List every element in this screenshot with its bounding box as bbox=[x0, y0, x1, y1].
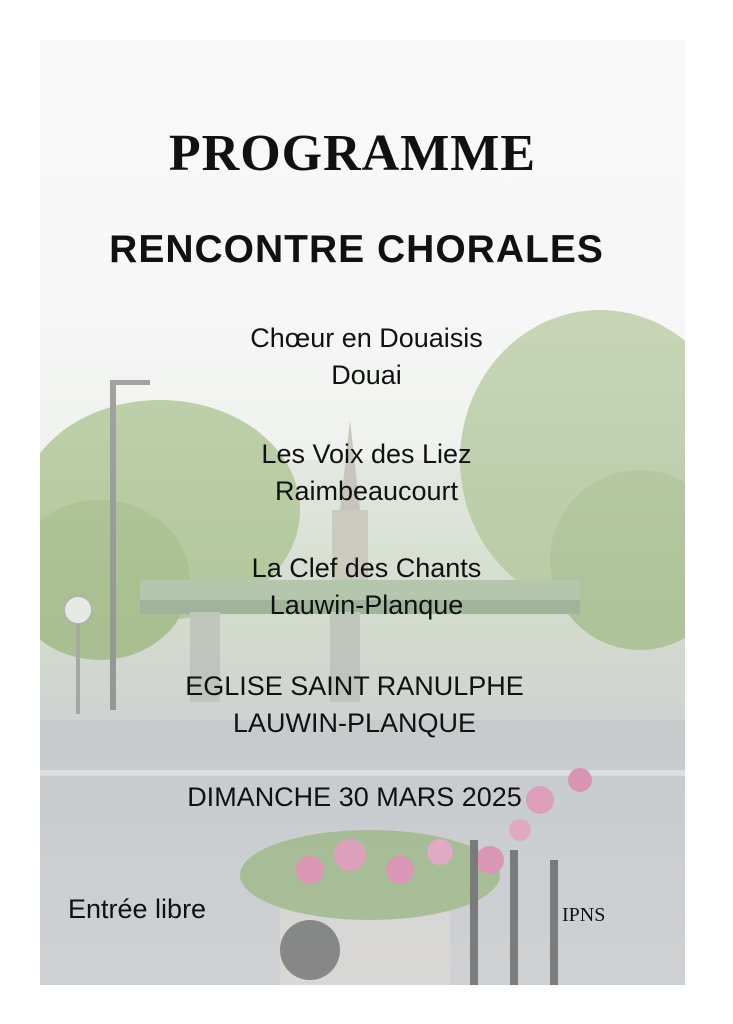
entry-free-note: Entrée libre bbox=[68, 894, 207, 924]
choir-block-1 bbox=[0, 320, 733, 394]
choir-block-3 bbox=[0, 550, 733, 624]
choir-name: Les Voix des Liez bbox=[261, 439, 472, 469]
venue-church: EGLISE SAINT RANULPHE bbox=[185, 671, 524, 701]
event-date: DIMANCHE 30 MARS 2025 bbox=[187, 782, 522, 812]
choir-city: Lauwin-Planque bbox=[269, 590, 464, 620]
venue-town: LAUWIN-PLANQUE bbox=[232, 708, 477, 738]
choir-block-2 bbox=[0, 436, 733, 510]
choir-name: La Clef des Chants bbox=[251, 553, 482, 583]
ipns-mark: IPNS bbox=[562, 904, 606, 926]
programme-title: PROGRAMME bbox=[168, 125, 537, 182]
choir-city: Douai bbox=[331, 360, 402, 390]
venue-block bbox=[0, 668, 721, 742]
choir-city: Raimbeaucourt bbox=[274, 476, 459, 506]
event-subtitle: RENCONTRE CHORALES bbox=[109, 228, 604, 271]
choir-name: Chœur en Douaisis bbox=[250, 323, 483, 353]
